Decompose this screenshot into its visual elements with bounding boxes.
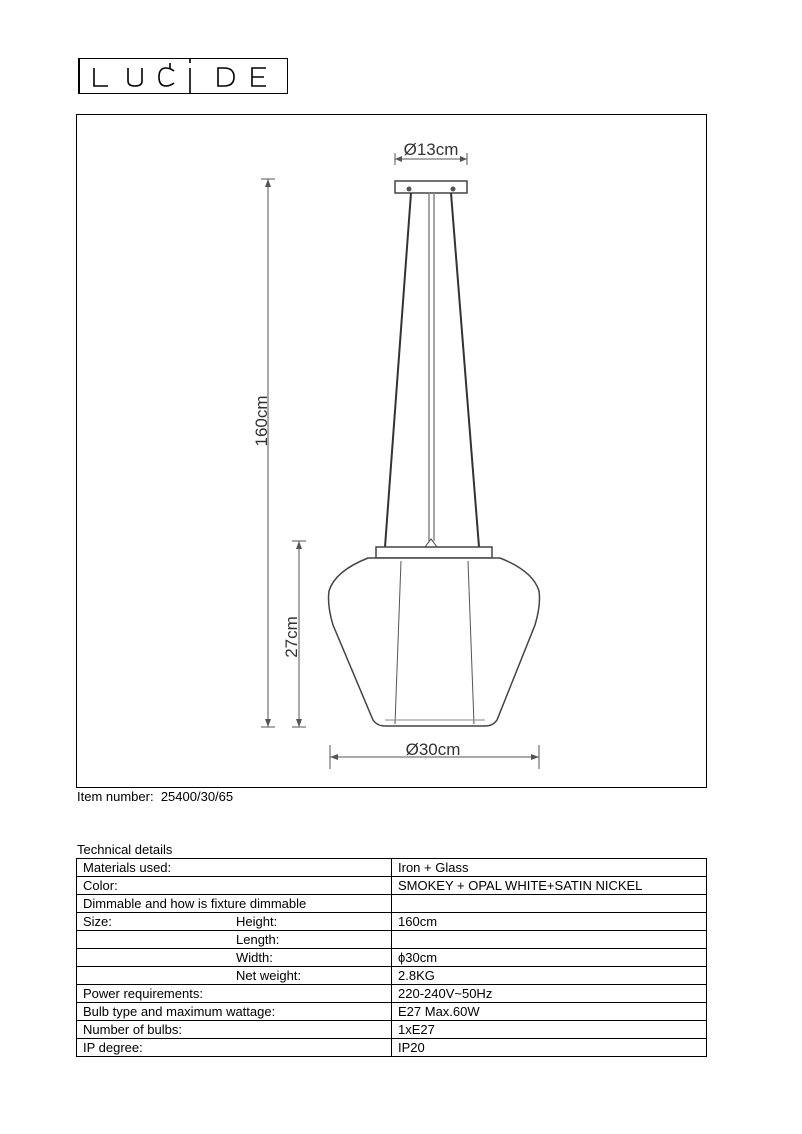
- top-diameter-label: Ø13cm: [403, 140, 459, 159]
- row-sublabel: Width:: [236, 950, 273, 965]
- table-row: [77, 895, 707, 913]
- row-sublabel: Net weight:: [236, 968, 302, 983]
- lucide-logo-mark: [80, 59, 290, 95]
- row-value: SMOKEY + OPAL WHITE+SATIN NICKEL: [398, 878, 643, 893]
- technical-drawing: [76, 114, 707, 788]
- shade-diameter-dimension: [330, 740, 539, 769]
- row-sublabel: Height:: [236, 914, 278, 929]
- row-value: IP20: [398, 1040, 425, 1055]
- row-label: Materials used:: [83, 860, 172, 875]
- total-height-label: 160cm: [252, 395, 271, 447]
- suspension-cables: [385, 193, 479, 547]
- row-label: Power requirements:: [83, 986, 203, 1001]
- row-sublabel: Length:: [236, 932, 280, 947]
- pendant-lamp-drawing: [77, 115, 708, 789]
- ceiling-canopy: [395, 181, 467, 193]
- row-value: 220-240V~50Hz: [398, 986, 493, 1001]
- lamp-shade: [329, 539, 540, 726]
- brand-logo: [78, 58, 288, 94]
- technical-details-title: Technical details: [77, 842, 173, 857]
- table-row: [77, 1039, 707, 1057]
- row-value: Iron + Glass: [398, 860, 469, 875]
- row-value: ϕ30cm: [398, 950, 438, 965]
- total-height-dimension: [252, 179, 275, 727]
- item-number-label: Item number:: [77, 789, 154, 804]
- table-row: [77, 985, 707, 1003]
- shade-height-label: 27cm: [282, 616, 301, 658]
- table-row: [77, 949, 707, 967]
- row-label: IP degree:: [83, 1040, 143, 1055]
- row-value: E27 Max.60W: [398, 1004, 480, 1019]
- item-number-value: 25400/30/65: [160, 789, 234, 804]
- row-label: Number of bulbs:: [83, 1022, 182, 1037]
- table-row: [77, 877, 707, 895]
- row-label: Bulb type and maximum wattage:: [83, 1004, 276, 1019]
- shade-height-dimension: [282, 541, 306, 727]
- row-value: 1xE27: [398, 1022, 435, 1037]
- row-label: Dimmable and how is fixture dimmable: [83, 896, 307, 911]
- row-value: 160cm: [398, 914, 438, 929]
- table-row: [77, 1003, 707, 1021]
- row-value: 2.8KG: [398, 968, 435, 983]
- row-label: Size:: [83, 914, 112, 929]
- table-row: [77, 967, 707, 985]
- technical-details-table: [76, 858, 707, 1057]
- row-label: Color:: [83, 878, 118, 893]
- table-row: [77, 859, 707, 877]
- table-row: [77, 913, 707, 931]
- top-diameter-dimension: [395, 140, 467, 165]
- table-row: [77, 931, 707, 949]
- item-number: [77, 789, 233, 804]
- shade-diameter-label: Ø30cm: [405, 740, 461, 759]
- table-row: [77, 1021, 707, 1039]
